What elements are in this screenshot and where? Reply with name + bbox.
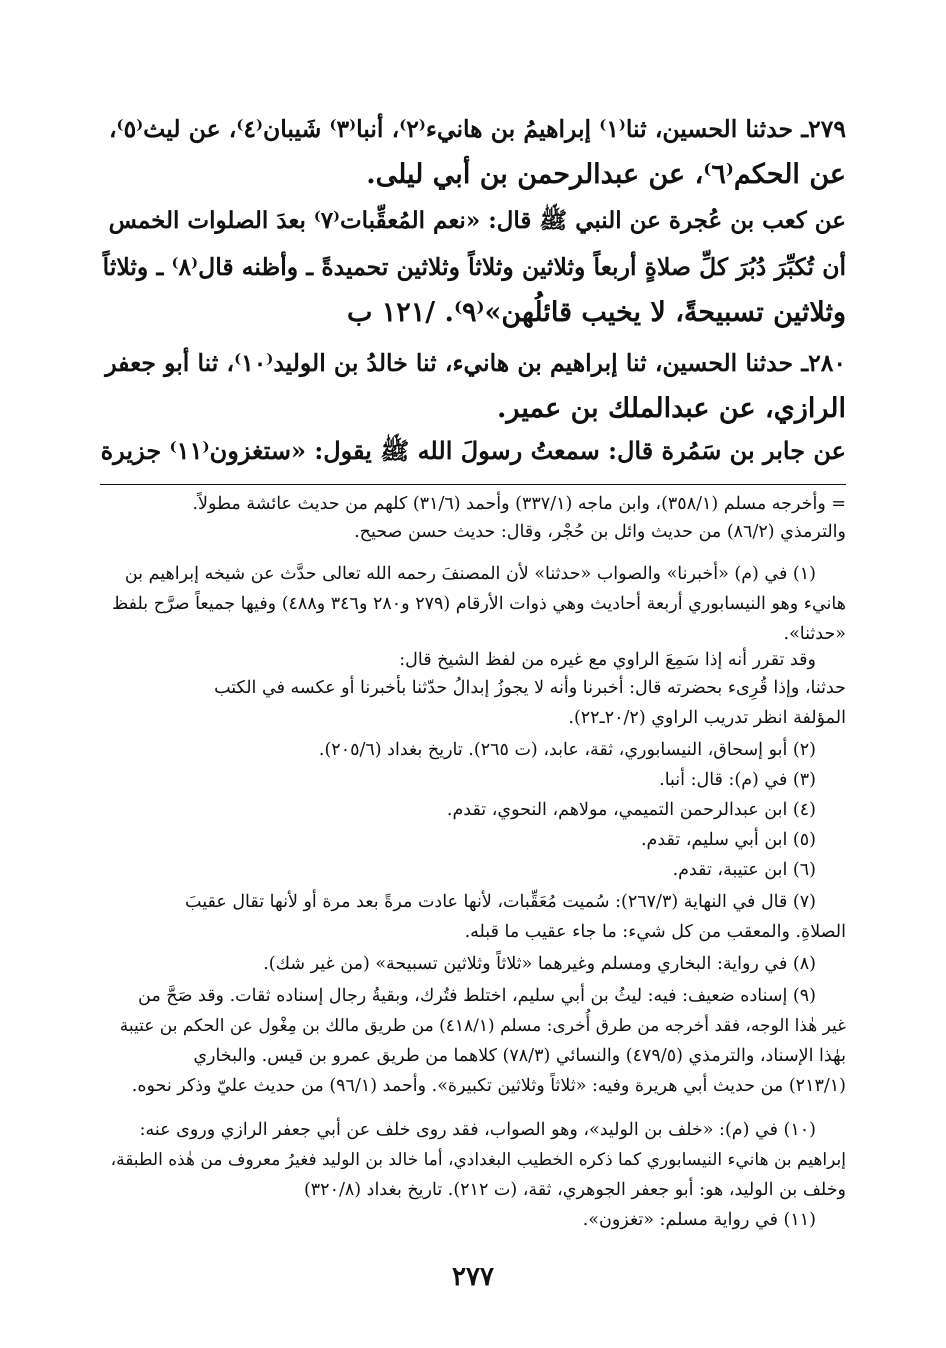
footnote-line: بهٰذا الإسناد، والترمذي (٤٧٩/٥) والنسائي (٧٨/٣) كلاهما من طريق عمرو بن قيس. والبخاري	[193, 1046, 846, 1066]
footnote-line: (١) في (م) «أخبرنا» والصواب «حدثنا» لأن المصنفَ رحمه الله تعالى حدَّث عن شيخه إبراهيم بن	[124, 564, 816, 584]
page-number: ٢٧٧	[452, 1262, 494, 1292]
footnote-line: = وأخرجه مسلم (٣٥٨/١)، وابن ماجه (٣٣٧/١) وأحمد (٣١/٦) كلهم من حديث عائشة مطولاً.	[192, 494, 846, 514]
main-line: عن كعب بن عُجرة عن النبي ﷺ قال: «نعم المُعقِّبات⁽٧⁾ بعدَ الصلوات الخمس	[108, 207, 846, 234]
footnote-line: (١١) في رواية مسلم: «تغزون».	[582, 1210, 816, 1230]
main-line: عن جابر بن سَمُرة قال: سمعتُ رسولَ الله ﷺ يقول: «ستغزون⁽١١⁾ جزيرة	[100, 436, 846, 465]
footnote-line: «حدثنا».	[783, 624, 846, 644]
main-line: عن الحكم⁽٦⁾، عن عبدالرحمن بن أبي ليلى.	[366, 159, 846, 190]
footnote-line: (٤) ابن عبدالرحمن التميمي، مولاهم، النحوي، تقدم.	[446, 800, 816, 820]
footnote-line: حدثنا، وإذا قُرِىء بحضرته قال: أخبرنا وأنه لا يجوزُ إبدالُ حدّثنا بأخبرنا أو عكسه في الكتب	[214, 678, 846, 698]
footnote-line: (٢) أبو إسحاق، النيسابوري، ثقة، عابد، (ت ٢٦٥). تاريخ بغداد (٢٠٥/٦).	[318, 740, 816, 760]
footnote-line: الصلاةِ. والمعقب من كل شيء: ما جاء عقيب ما قبله.	[464, 922, 846, 942]
footnote-line: غير هٰذا الوجه، فقد أخرجه من طرق أُخرى: مسلم (٤١٨/١) من طريق مالك بن مِغْول عن الحكم بن عتيبة	[119, 1016, 846, 1036]
main-line: وثلاثين تسبيحةً، لا يخيب قائلُهن»⁽٩⁾. /١٢١ ب	[346, 297, 846, 328]
footnote-line: (٦) ابن عتيبة، تقدم.	[672, 860, 816, 880]
main-line: ٢٧٩ـ حدثنا الحسين، ثنا⁽١⁾ إبراهيمُ بن هانيء⁽٢⁾، أنبا⁽٣⁾ شَيبان⁽٤⁾، عن ليث⁽٥⁾،	[108, 115, 846, 143]
footnote-line: (٥) ابن أبي سليم، تقدم.	[640, 830, 816, 850]
footnote-line: (١٠) في (م): «خلف بن الوليد»، وهو الصواب، فقد روى خلف عن أبي جعفر الرازي وروى عنه:	[139, 1120, 816, 1140]
footnote-line: (٣) في (م): قال: أنبا.	[659, 770, 816, 790]
footnote-line: هانيء وهو النيسابوري أربعة أحاديث وهي ذوات الأرقام (٢٧٩ و٢٨٠ و٣٤٦ و٤٨٨) وفيها جميعاً صرَّح بلفظ	[112, 594, 846, 614]
footnote-line: (٨) في رواية: البخاري ومسلم وغيرهما «ثلاثاً وثلاثين تسبيحة» (من غير شك).	[263, 954, 816, 974]
footnote-line: والترمذي (٨٦/٢) من حديث وائل بن حُجْر، وقال: حديث حسن صحيح.	[354, 522, 846, 542]
footnote-line: وخلف بن الوليد، هو: أبو جعفر الجوهري، ثقة، (ت ٢١٢). تاريخ بغداد (٣٢٠/٨)	[303, 1180, 846, 1200]
footnote-line: وقد تقرر أنه إذا سَمِعَ الراوي مع غيره من لفظ الشيخ قال:	[399, 650, 816, 670]
main-line: ٢٨٠ـ حدثنا الحسين، ثنا إبراهيم بن هانيء، ثنا خالدُ بن الوليد⁽١٠⁾، ثنا أبو جعفر	[105, 349, 846, 377]
main-line: أن تُكبِّرَ دُبُرَ كلِّ صلاةٍ أربعاً وثلاثين وثلاثاً وثلاثين تحميدةً ـ وأظنه قال⁽٨⁾ ـ وثلاثاً	[102, 253, 846, 281]
footnote-line: (٢١٣/١) من حديث أبي هريرة وفيه: «ثلاثاً وثلاثين تكبيرة». وأحمد (٩٦/١) من حديث عليّ وذكر نحوه.	[131, 1076, 846, 1096]
main-line: الرازي، عن عبدالملك بن عمير.	[497, 393, 846, 424]
footnote-line: إبراهيم بن هانيء النيسابوري كما ذكره الخطيب البغدادي، أما خالد بن الوليد فغيرُ معروف من هٰذه الطبقة،	[110, 1150, 846, 1170]
footnote-line: (٧) قال في النهاية (٢٦٧/٣): سُميت مُعَقِّبات، لأنها عادت مرةً بعد مرة أو لأنها تقال عقيبَ	[185, 892, 816, 912]
footnote-line: المؤلفة انظر تدريب الراوي (٢٠/٢ـ٢٢).	[568, 708, 846, 728]
footnote-line: (٩) إسناده ضعيف: فيه: ليثُ بن أبي سليم، اختلط فتُرك، وبقيةُ رجال إسناده ثقات. وقد صَحَّ من	[138, 986, 816, 1006]
footnote-divider	[100, 484, 846, 485]
